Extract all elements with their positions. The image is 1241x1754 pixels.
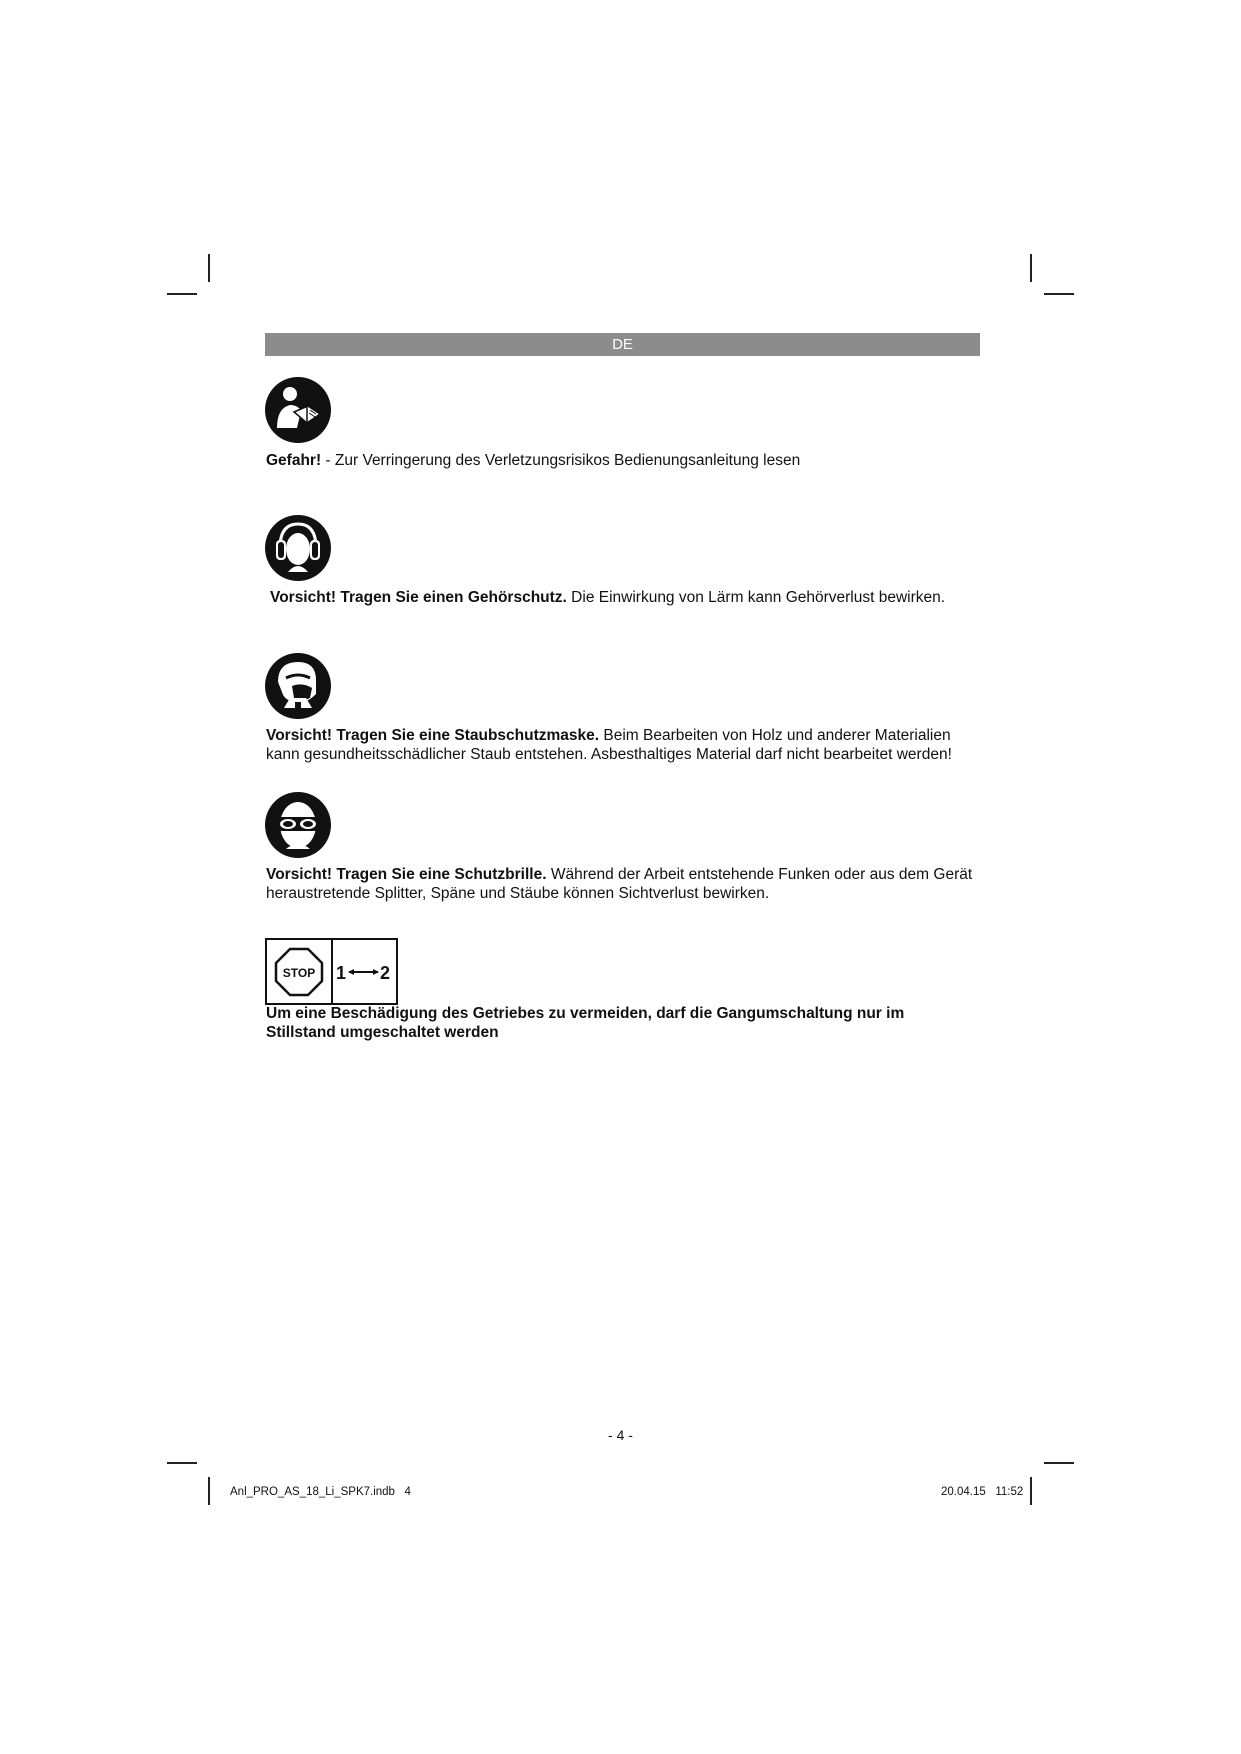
stop-gear-switch-icon [265, 938, 398, 1005]
crop-mark [167, 293, 197, 295]
stop-sign-icon [274, 947, 324, 997]
warning-gear-switch [266, 1004, 946, 1042]
dust-mask-icon [264, 652, 332, 720]
ear-protection-icon [264, 514, 332, 582]
safety-goggles-icon [264, 791, 332, 859]
footer-datetime: 20.04.15 11:52 [941, 1486, 1024, 1498]
gear-to: 2 [380, 962, 391, 983]
stop-sign-cell [267, 940, 331, 1003]
language-header-bar [265, 333, 980, 356]
language-label: DE [612, 336, 633, 353]
gear-switch-arrow-icon [334, 957, 394, 987]
warning-text: Beim Bearbeiten von Holz und anderer Materialien kann gesundheitsschädlicher Staub entstehen. Asbesthaltiges Material darf nicht bearbeitet werden! [266, 727, 952, 763]
warning-text: Die Einwirkung von Lärm kann Gehörverlust bewirken. [566, 589, 946, 606]
page-number: - 4 - [608, 1427, 633, 1443]
warning-bold: Gefahr! [266, 452, 322, 469]
warning-read-manual [266, 451, 986, 470]
warning-bold: Vorsicht! Tragen Sie eine Schutzbrille. [266, 866, 547, 883]
crop-mark [1030, 1477, 1032, 1505]
warning-bold: Vorsicht! Tragen Sie eine Staubschutzmaske. [266, 727, 600, 744]
crop-mark [1044, 1462, 1074, 1464]
gear-switch-cell [331, 940, 397, 1003]
warning-text: Während der Arbeit entstehende Funken oder aus dem Gerät heraustretende Splitter, Späne und Stäube können Sichtverlust bewirken. [266, 866, 973, 902]
warning-bold: Vorsicht! Tragen Sie einen Gehörschutz. [270, 589, 567, 606]
read-manual-icon [264, 376, 332, 444]
warning-text: - Zur Verringerung des Verletzungsrisikos Bedienungsanleitung lesen [321, 452, 801, 469]
warning-safety-goggles [266, 865, 986, 903]
footer-file-name: Anl_PRO_AS_18_Li_SPK7.indb 4 [230, 1486, 411, 1498]
crop-mark [208, 254, 210, 282]
stop-label: STOP [282, 965, 315, 980]
warning-ear-protection [270, 588, 990, 607]
crop-mark [1030, 254, 1032, 282]
crop-mark [1044, 293, 1074, 295]
warning-bold: Um eine Beschädigung des Getriebes zu vermeiden, darf die Gangumschaltung nur im Stillstand umgeschaltet werden [266, 1005, 905, 1041]
gear-from: 1 [336, 962, 347, 983]
crop-mark [208, 1477, 210, 1505]
warning-dust-mask [266, 726, 986, 764]
crop-mark [167, 1462, 197, 1464]
